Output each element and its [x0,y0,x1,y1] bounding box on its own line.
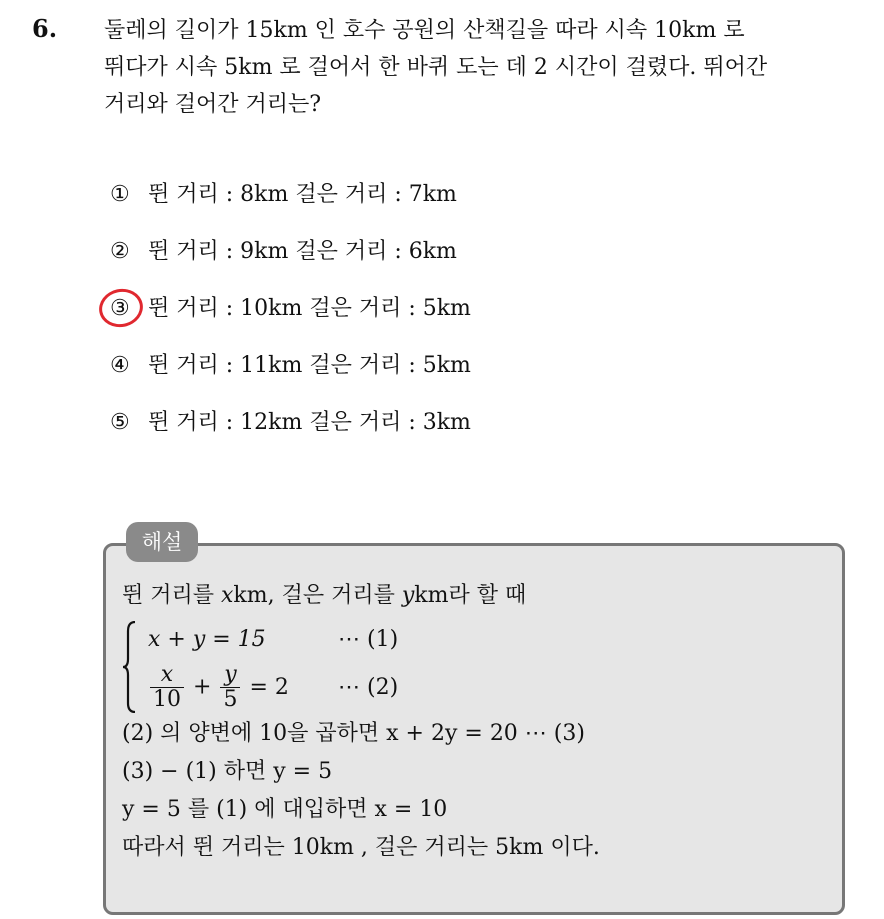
equation-system [122,619,600,715]
numerator: x [150,663,184,688]
solution-intro [122,577,600,615]
choice-mark: ⑤ [110,410,130,435]
choice-3[interactable] [110,290,471,347]
choice-mark: ② [110,239,130,264]
choice-mark: ④ [110,353,130,378]
question-line: 거리와 걸어간 거리는? [104,92,322,117]
fraction [150,663,184,712]
question-line: 둘레의 길이가 15km 인 호수 공원의 산책길을 따라 시속 10km 로 [104,18,745,43]
solution-line: y = 5 를 (1) 에 대입하면 x = 10 [122,797,448,822]
fraction [220,663,240,712]
choice-5[interactable] [110,404,471,461]
equation-2 [148,662,399,713]
choice-text: 뛴 거리 : 10km 걸은 거리 : 5km [148,296,471,321]
solution-line: (2) 의 양변에 10을 곱하면 x + 2y = 20 ⋯ (3) [122,721,585,746]
solution-content [122,577,600,867]
solution-line: (3) − (1) 하면 y = 5 [122,759,333,784]
choice-text: 뛴 거리 : 12km 걸은 거리 : 3km [148,410,471,435]
choice-4[interactable] [110,347,471,404]
left-brace [122,621,136,713]
answer-circle-mark [96,285,147,331]
plus-sign: + [193,674,212,700]
choice-text: 뛴 거리 : 11km 걸은 거리 : 5km [148,353,471,378]
choice-mark: ③ [110,296,130,321]
intro-text: km라 할 때 [414,583,527,608]
choice-1[interactable] [110,176,471,233]
equation-tag: ⋯ (1) [338,627,399,652]
intro-text: km, 걸은 거리를 [233,583,402,608]
equation-tag: ⋯ (2) [338,675,399,700]
choice-text: 뛴 거리 : 8km 걸은 거리 : 7km [148,182,457,207]
denominator: 5 [223,687,238,712]
answer-choices [110,176,471,461]
question-text [104,12,864,123]
choice-2[interactable] [110,233,471,290]
equation-2-rhs: = 2 [249,675,289,700]
choice-mark: ① [110,182,130,207]
question-line: 뛰다가 시속 5km 로 걸어서 한 바퀴 도는 데 2 시간이 걸렸다. 뛰어간 [104,55,768,80]
numerator: y [220,663,240,688]
choice-text: 뛴 거리 : 9km 걸은 거리 : 6km [148,239,457,264]
var-x: x [221,583,234,608]
solution-line: 따라서 뛴 거리는 10km , 걸은 거리는 5km 이다. [122,835,600,860]
intro-text: 뛴 거리를 [122,583,221,608]
equation-1-body: x + y = 15 [148,627,266,652]
denominator: 10 [153,687,181,712]
solution-tab: 해설 [126,522,198,562]
question-number: 6. [32,14,58,43]
equation-1 [148,623,399,657]
var-y: y [401,583,415,608]
